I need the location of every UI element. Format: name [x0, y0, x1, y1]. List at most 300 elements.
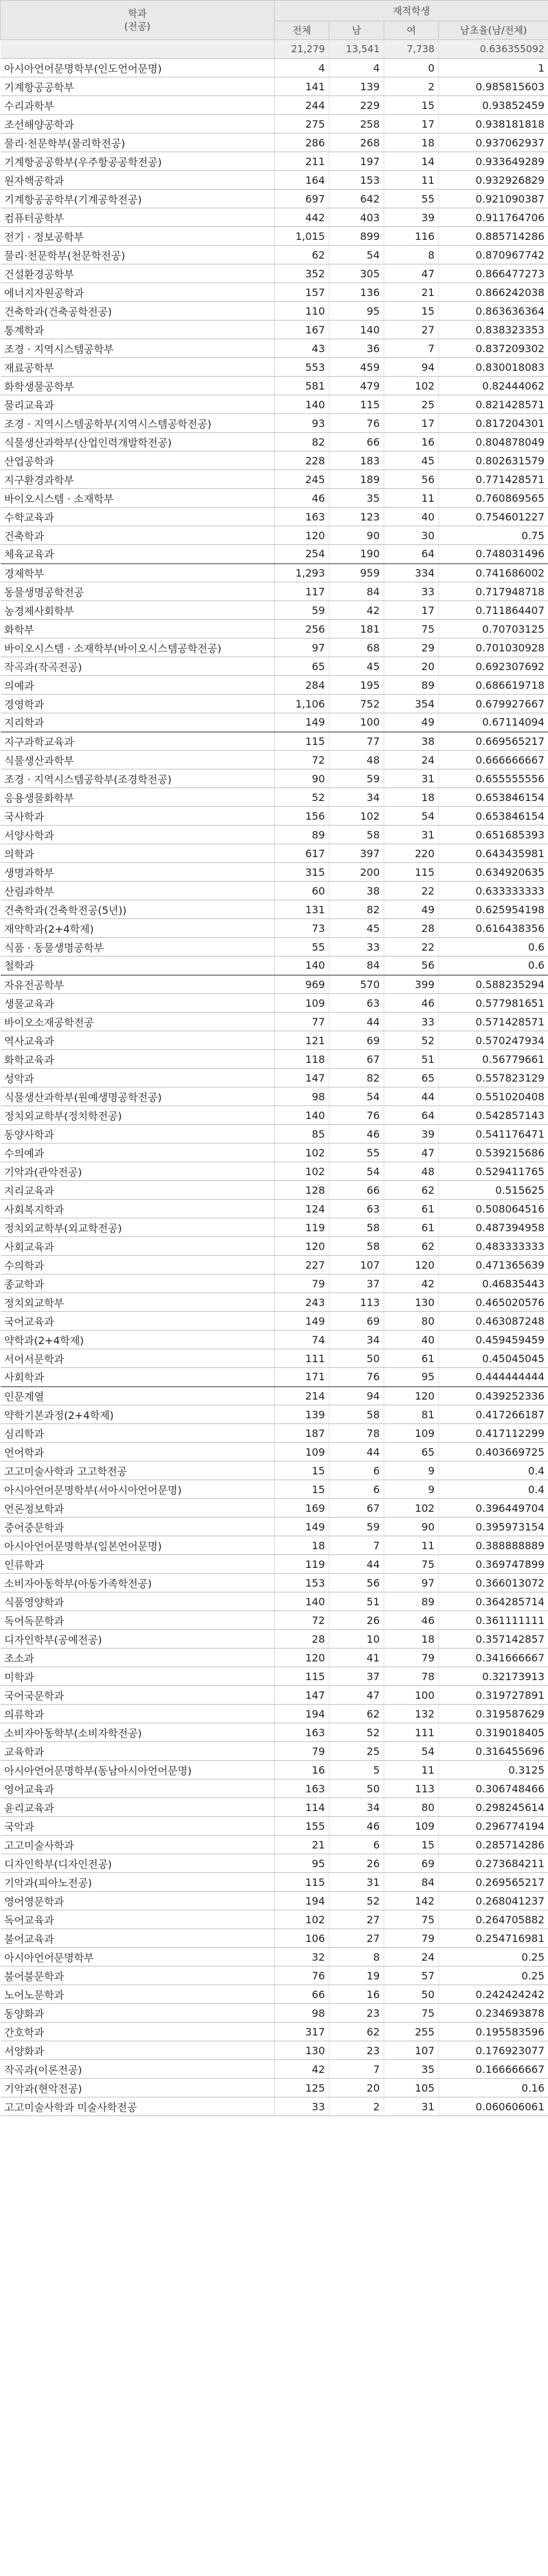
female-cell: 75	[384, 1910, 439, 1929]
ratio-cell: 0.653846154	[439, 807, 548, 826]
table-row	[1, 264, 548, 283]
male-cell: 51	[329, 1592, 384, 1611]
total-cell: 227	[275, 1256, 329, 1274]
table-row	[1, 1368, 548, 1387]
male-cell: 959	[329, 564, 384, 582]
dept-cell: 인문계열	[1, 1387, 275, 1405]
female-cell: 24	[384, 1948, 439, 1967]
ratio-cell: 0.444444444	[439, 1368, 548, 1387]
dept-cell: 독어교육과	[1, 1910, 275, 1929]
female-cell: 14	[384, 152, 439, 171]
male-cell: 305	[329, 264, 384, 283]
total-row-label	[1, 40, 275, 59]
total-row-ratio: 0.636355092	[439, 40, 548, 59]
male-cell: 68	[329, 639, 384, 657]
male-cell: 58	[329, 1218, 384, 1237]
male-cell: 123	[329, 508, 384, 526]
female-cell: 24	[384, 751, 439, 769]
ratio-cell: 0.16	[439, 2079, 548, 2097]
ratio-cell: 0.6	[439, 956, 548, 975]
table-row	[1, 788, 548, 807]
total-cell: 98	[275, 2004, 329, 2023]
table-row	[1, 1424, 548, 1443]
dept-cell: 지구과학교육과	[1, 732, 275, 751]
dept-cell: 고고미술사학과 고고학전공	[1, 1461, 275, 1480]
ratio-cell: 0.264705882	[439, 1910, 548, 1929]
total-cell: 43	[275, 339, 329, 358]
female-cell: 56	[384, 956, 439, 975]
dept-cell: 지리학과	[1, 713, 275, 732]
ratio-cell: 0.459459459	[439, 1331, 548, 1349]
female-cell: 50	[384, 1985, 439, 2004]
female-cell: 107	[384, 2041, 439, 2060]
female-cell: 54	[384, 807, 439, 826]
table-row	[1, 1499, 548, 1518]
ratio-cell: 0.870967742	[439, 246, 548, 264]
table-row	[1, 1237, 548, 1256]
table-row	[1, 451, 548, 470]
ratio-cell: 0.541176471	[439, 1125, 548, 1144]
male-cell: 20	[329, 2079, 384, 2097]
dept-cell: 조소과	[1, 1649, 275, 1667]
table-row	[1, 1948, 548, 1967]
total-cell: 140	[275, 956, 329, 975]
table-row	[1, 1592, 548, 1611]
ratio-cell: 0.319587629	[439, 1705, 548, 1723]
female-cell: 18	[384, 788, 439, 807]
dept-cell: 작곡과(작곡전공)	[1, 657, 275, 676]
total-cell: 52	[275, 788, 329, 807]
ratio-cell: 0.369747899	[439, 1555, 548, 1574]
dept-cell: 식물생산과학부	[1, 751, 275, 769]
dept-cell: 서양사학과	[1, 826, 275, 844]
total-cell: 147	[275, 1069, 329, 1087]
dept-cell: 서어서문학과	[1, 1349, 275, 1368]
male-cell: 7	[329, 1536, 384, 1555]
ratio-cell: 0.692307692	[439, 657, 548, 676]
total-cell: 617	[275, 844, 329, 863]
total-cell: 245	[275, 470, 329, 489]
dept-cell: 기계항공공학부(우주항공공학전공)	[1, 152, 275, 171]
total-cell: 72	[275, 751, 329, 769]
female-cell: 130	[384, 1293, 439, 1312]
female-cell: 111	[384, 1723, 439, 1742]
dept-sub-label: (전공)	[124, 21, 151, 32]
dept-cell: 사회학과	[1, 1368, 275, 1387]
female-cell: 89	[384, 1592, 439, 1611]
total-cell: 82	[275, 433, 329, 451]
total-cell: 125	[275, 2079, 329, 2097]
ratio-cell: 0.296774194	[439, 1817, 548, 1836]
male-cell: 183	[329, 451, 384, 470]
total-cell: 149	[275, 1518, 329, 1536]
total-cell: 141	[275, 77, 329, 96]
female-cell: 39	[384, 208, 439, 227]
ratio-cell: 0.25	[439, 1948, 548, 1967]
male-cell: 82	[329, 1069, 384, 1087]
male-cell: 10	[329, 1630, 384, 1649]
dept-cell: 동물생명공학전공	[1, 582, 275, 601]
ratio-cell: 0.760869565	[439, 489, 548, 508]
total-cell: 4	[275, 59, 329, 77]
table-row	[1, 545, 548, 564]
table-row	[1, 1649, 548, 1667]
male-cell: 76	[329, 1106, 384, 1125]
total-cell: 284	[275, 676, 329, 695]
dept-cell: 의류학과	[1, 1705, 275, 1723]
table-body	[1, 40, 548, 2116]
table-row	[1, 1892, 548, 1910]
ratio-cell: 0.439252336	[439, 1387, 548, 1405]
dept-cell: 산림과학부	[1, 882, 275, 900]
total-cell: 697	[275, 190, 329, 208]
total-cell: 140	[275, 1106, 329, 1125]
male-cell: 46	[329, 1125, 384, 1144]
total-row-female: 7,738	[384, 40, 439, 59]
total-cell: 121	[275, 1031, 329, 1050]
ratio-cell: 0.666666667	[439, 751, 548, 769]
table-row	[1, 1069, 548, 1087]
ratio-cell: 0.298245614	[439, 1798, 548, 1817]
male-cell: 139	[329, 77, 384, 96]
total-cell: 115	[275, 1667, 329, 1686]
dept-cell: 아시아언어문명학부(일본언어문명)	[1, 1536, 275, 1555]
total-cell: 969	[275, 975, 329, 994]
dept-cell: 식물생산과학부(산업인력개발학전공)	[1, 433, 275, 451]
ratio-cell: 0.539215686	[439, 1144, 548, 1162]
ratio-cell: 0.306748466	[439, 1779, 548, 1798]
female-column-header: 여	[384, 21, 439, 39]
male-cell: 58	[329, 1405, 384, 1424]
dept-cell: 에너지자원공학과	[1, 283, 275, 302]
ratio-cell: 0.4	[439, 1480, 548, 1499]
total-cell: 1,293	[275, 564, 329, 582]
ratio-cell: 0.577981651	[439, 994, 548, 1013]
female-cell: 97	[384, 1574, 439, 1592]
table-row	[1, 526, 548, 545]
ratio-cell: 0.242424242	[439, 1985, 548, 2004]
total-cell: 97	[275, 639, 329, 657]
dept-cell: 소비자아동학부(아동가족학전공)	[1, 1574, 275, 1592]
dept-cell: 국악과	[1, 1817, 275, 1836]
female-cell: 47	[384, 1144, 439, 1162]
female-cell: 49	[384, 713, 439, 732]
male-cell: 69	[329, 1312, 384, 1331]
female-cell: 9	[384, 1480, 439, 1499]
ratio-cell: 0.717948718	[439, 582, 548, 601]
female-cell: 102	[384, 1499, 439, 1518]
total-cell: 15	[275, 1480, 329, 1499]
table-row	[1, 190, 548, 208]
male-cell: 26	[329, 1611, 384, 1630]
female-cell: 40	[384, 1331, 439, 1349]
female-cell: 94	[384, 358, 439, 377]
enrolled-header: 재적학생	[275, 1, 548, 21]
male-cell: 6	[329, 1480, 384, 1499]
male-cell: 153	[329, 171, 384, 190]
table-row	[1, 1144, 548, 1162]
dept-cell: 생물교육과	[1, 994, 275, 1013]
dept-cell: 불어불문학과	[1, 1967, 275, 1985]
female-cell: 142	[384, 1892, 439, 1910]
dept-cell: 수의학과	[1, 1256, 275, 1274]
female-cell: 120	[384, 1387, 439, 1405]
table-row	[1, 152, 548, 171]
female-cell: 28	[384, 919, 439, 938]
table-row	[1, 1574, 548, 1592]
total-cell: 1,106	[275, 695, 329, 713]
male-cell: 26	[329, 1854, 384, 1873]
dept-cell: 바이오시스템 · 소재학부	[1, 489, 275, 508]
total-cell: 315	[275, 863, 329, 882]
total-cell: 187	[275, 1424, 329, 1443]
table-row	[1, 96, 548, 115]
ratio-cell: 0.643435981	[439, 844, 548, 863]
dept-cell: 독어독문학과	[1, 1611, 275, 1630]
female-cell: 95	[384, 1368, 439, 1387]
male-cell: 76	[329, 1368, 384, 1387]
ratio-cell: 0.341666667	[439, 1649, 548, 1667]
male-cell: 63	[329, 994, 384, 1013]
female-cell: 38	[384, 732, 439, 751]
ratio-cell: 0.937062937	[439, 134, 548, 152]
female-cell: 11	[384, 1536, 439, 1555]
female-cell: 29	[384, 639, 439, 657]
female-cell: 31	[384, 2097, 439, 2116]
male-cell: 54	[329, 1162, 384, 1181]
ratio-cell: 0.570247934	[439, 1031, 548, 1050]
female-cell: 113	[384, 1779, 439, 1798]
male-cell: 90	[329, 526, 384, 545]
ratio-cell: 0.316455696	[439, 1742, 548, 1761]
female-cell: 33	[384, 1013, 439, 1031]
total-column-header: 전체	[275, 21, 329, 39]
ratio-cell: 0.483333333	[439, 1237, 548, 1256]
female-cell: 44	[384, 1087, 439, 1106]
table-row	[1, 77, 548, 96]
table-row	[1, 508, 548, 526]
ratio-cell: 0.557823129	[439, 1069, 548, 1087]
male-cell: 58	[329, 1237, 384, 1256]
female-cell: 255	[384, 2023, 439, 2041]
total-cell: 106	[275, 1929, 329, 1948]
male-cell: 84	[329, 956, 384, 975]
ratio-cell: 0.669565217	[439, 732, 548, 751]
total-cell: 109	[275, 1443, 329, 1461]
dept-cell: 교육학과	[1, 1742, 275, 1761]
table-row	[1, 134, 548, 152]
female-cell: 25	[384, 395, 439, 414]
male-cell: 268	[329, 134, 384, 152]
total-cell: 119	[275, 1555, 329, 1574]
total-cell: 131	[275, 900, 329, 919]
table-row	[1, 826, 548, 844]
table-row	[1, 358, 548, 377]
male-cell: 23	[329, 2041, 384, 2060]
ratio-cell: 0.396449704	[439, 1499, 548, 1518]
female-cell: 15	[384, 1836, 439, 1854]
ratio-cell: 0.25	[439, 1967, 548, 1985]
ratio-cell: 0.932926829	[439, 171, 548, 190]
female-cell: 51	[384, 1050, 439, 1069]
table-row	[1, 489, 548, 508]
male-cell: 42	[329, 601, 384, 620]
male-cell: 27	[329, 1929, 384, 1948]
table-row	[1, 1985, 548, 2004]
female-cell: 78	[384, 1667, 439, 1686]
total-cell: 156	[275, 807, 329, 826]
dept-cell: 수리과학부	[1, 96, 275, 115]
dept-cell: 윤리교육과	[1, 1798, 275, 1817]
ratio-cell: 0.56779661	[439, 1050, 548, 1069]
dept-cell: 기계항공공학부	[1, 77, 275, 96]
total-cell: 157	[275, 283, 329, 302]
table-row	[1, 1705, 548, 1723]
male-cell: 54	[329, 246, 384, 264]
male-cell: 45	[329, 919, 384, 938]
table-row	[1, 1050, 548, 1069]
table-row	[1, 2079, 548, 2097]
dept-cell: 언론정보학과	[1, 1499, 275, 1518]
dept-cell: 아시아언어문명학부(인도언어문명)	[1, 59, 275, 77]
table-row	[1, 2060, 548, 2079]
ratio-cell: 0.933649289	[439, 152, 548, 171]
male-cell: 4	[329, 59, 384, 77]
total-cell: 85	[275, 1125, 329, 1144]
table-row	[1, 1031, 548, 1050]
ratio-cell: 0.417112299	[439, 1424, 548, 1443]
female-cell: 17	[384, 414, 439, 433]
table-row	[1, 2004, 548, 2023]
dept-cell: 국어국문학과	[1, 1686, 275, 1705]
dept-cell: 기악과(피아노전공)	[1, 1873, 275, 1892]
dept-cell: 기악과(현악전공)	[1, 2079, 275, 2097]
total-cell: 66	[275, 1985, 329, 2004]
male-cell: 38	[329, 882, 384, 900]
dept-cell: 수의예과	[1, 1144, 275, 1162]
female-cell: 22	[384, 882, 439, 900]
female-cell: 17	[384, 601, 439, 620]
male-cell: 36	[329, 339, 384, 358]
male-cell: 78	[329, 1424, 384, 1443]
ratio-cell: 0.32173913	[439, 1667, 548, 1686]
table-row	[1, 1761, 548, 1779]
total-cell: 60	[275, 882, 329, 900]
female-cell: 11	[384, 171, 439, 190]
total-cell: 169	[275, 1499, 329, 1518]
table-row	[1, 1742, 548, 1761]
ratio-cell: 0.837209302	[439, 339, 548, 358]
male-cell: 181	[329, 620, 384, 639]
table-row	[1, 601, 548, 620]
ratio-cell: 1	[439, 59, 548, 77]
male-cell: 48	[329, 751, 384, 769]
male-cell: 66	[329, 433, 384, 451]
dept-cell: 언어학과	[1, 1443, 275, 1461]
dept-cell: 성악과	[1, 1069, 275, 1087]
ratio-cell: 0.515625	[439, 1181, 548, 1200]
ratio-cell: 0.551020408	[439, 1087, 548, 1106]
dept-cell: 아시아언어문명학부(동남아시아언어문명)	[1, 1761, 275, 1779]
ratio-cell: 0.364285714	[439, 1592, 548, 1611]
ratio-cell: 0.830018083	[439, 358, 548, 377]
male-cell: 45	[329, 657, 384, 676]
female-cell: 90	[384, 1518, 439, 1536]
table-row	[1, 676, 548, 695]
ratio-cell: 0.254716981	[439, 1929, 548, 1948]
female-cell: 31	[384, 826, 439, 844]
table-row	[1, 1817, 548, 1836]
dept-cell: 기악과(관악전공)	[1, 1162, 275, 1181]
male-cell: 23	[329, 2004, 384, 2023]
male-cell: 59	[329, 769, 384, 788]
female-cell: 61	[384, 1200, 439, 1218]
dept-cell: 물리교육과	[1, 395, 275, 414]
ratio-cell: 0.46835443	[439, 1274, 548, 1293]
male-cell: 58	[329, 826, 384, 844]
ratio-cell: 0.863636364	[439, 302, 548, 321]
ratio-cell: 0.838323353	[439, 321, 548, 339]
total-cell: 102	[275, 1910, 329, 1929]
dept-column-header	[1, 1, 275, 40]
table-row	[1, 2097, 548, 2116]
table-row	[1, 283, 548, 302]
table-row	[1, 1443, 548, 1461]
ratio-cell: 0.686619718	[439, 676, 548, 695]
female-cell: 40	[384, 508, 439, 526]
male-cell: 27	[329, 1910, 384, 1929]
male-cell: 100	[329, 713, 384, 732]
male-cell: 94	[329, 1387, 384, 1405]
female-cell: 11	[384, 489, 439, 508]
table-row	[1, 1854, 548, 1873]
male-cell: 59	[329, 1518, 384, 1536]
dept-cell: 지구환경과학부	[1, 470, 275, 489]
total-row-male: 13,541	[329, 40, 384, 59]
dept-cell: 의예과	[1, 676, 275, 695]
dept-cell: 동양화과	[1, 2004, 275, 2023]
total-cell: 111	[275, 1349, 329, 1368]
male-cell: 63	[329, 1200, 384, 1218]
male-cell: 31	[329, 1873, 384, 1892]
male-cell: 62	[329, 1705, 384, 1723]
table-row	[1, 246, 548, 264]
dept-cell: 산업공학과	[1, 451, 275, 470]
male-cell: 140	[329, 321, 384, 339]
table-row	[1, 582, 548, 601]
total-cell: 115	[275, 732, 329, 751]
table-row	[1, 1013, 548, 1031]
male-cell: 44	[329, 1443, 384, 1461]
dept-cell: 생명과학부	[1, 863, 275, 882]
dept-cell: 사회복지학과	[1, 1200, 275, 1218]
female-cell: 64	[384, 545, 439, 564]
dept-cell: 물리·천문학부(천문학전공)	[1, 246, 275, 264]
total-cell: 109	[275, 994, 329, 1013]
male-cell: 69	[329, 1031, 384, 1050]
female-cell: 33	[384, 582, 439, 601]
male-cell: 95	[329, 302, 384, 321]
total-cell: 118	[275, 1050, 329, 1069]
ratio-cell: 0.45045045	[439, 1349, 548, 1368]
female-cell: 52	[384, 1031, 439, 1050]
dept-cell: 서양화과	[1, 2041, 275, 2060]
total-cell: 163	[275, 1723, 329, 1742]
male-cell: 2	[329, 2097, 384, 2116]
ratio-cell: 0.176923077	[439, 2041, 548, 2060]
dept-cell: 재료공학부	[1, 358, 275, 377]
dept-cell: 수학교육과	[1, 508, 275, 526]
